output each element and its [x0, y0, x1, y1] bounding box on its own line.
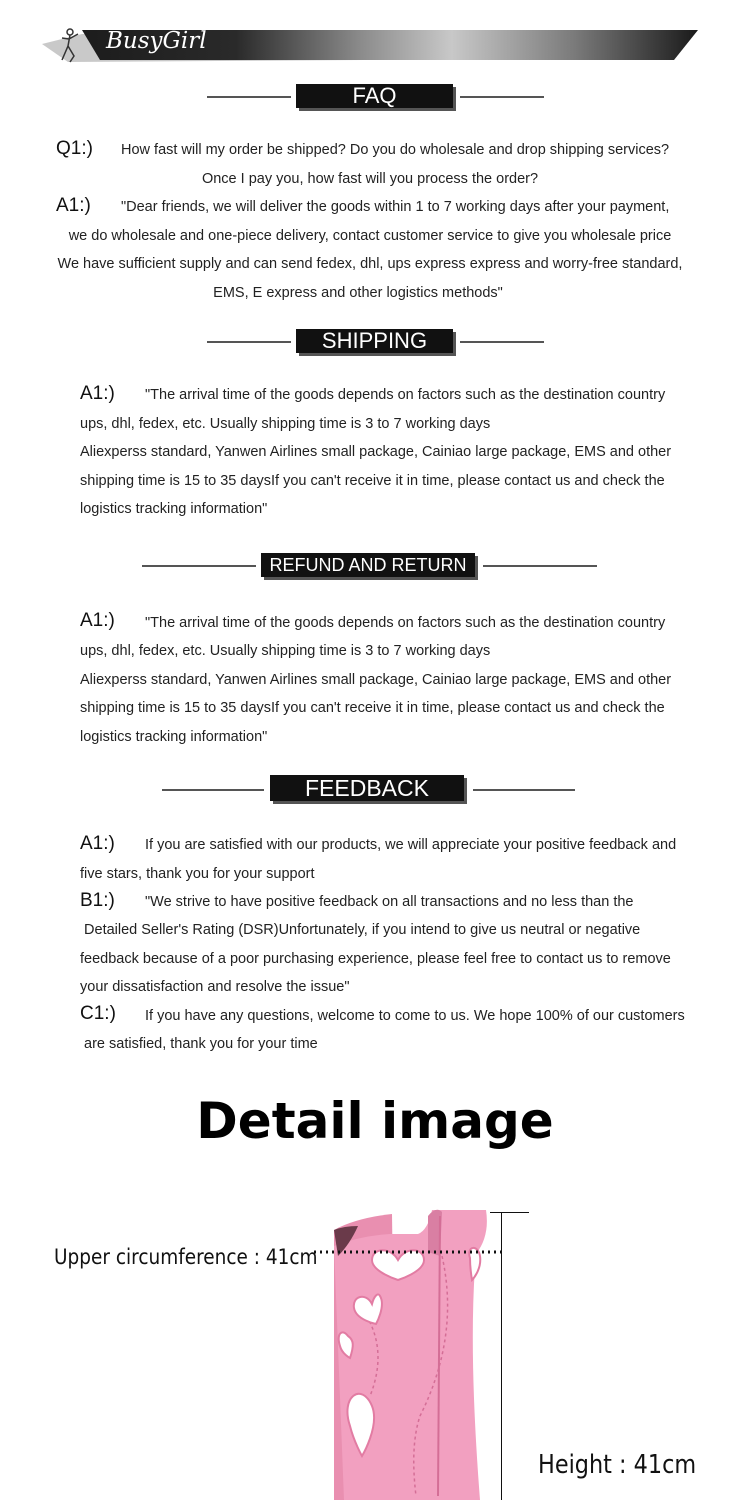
faq-answer-line: EMS, E express and other logistics methods" [213, 285, 503, 301]
faq-answer-label: A1:) [56, 195, 91, 216]
height-marker-line [501, 1212, 502, 1500]
refund-line: logistics tracking information" [80, 729, 268, 745]
feedback-b-line: your dissatisfaction and resolve the issue" [80, 979, 350, 995]
feedback-b-line: "We strive to have positive feedback on all transactions and no less than the [145, 894, 634, 910]
feedback-a-line: If you are satisfied with our products, we will appreciate your positive feedback and [145, 837, 677, 853]
divider-line [483, 565, 597, 567]
feedback-b-line: Detailed Seller's Rating (DSR)Unfortunately, if you intend to give us neutral or negative [80, 922, 641, 938]
divider-line [207, 96, 291, 98]
feedback-a-line: five stars, thank you for your support [80, 866, 315, 882]
faq-question-label: Q1:) [56, 138, 93, 159]
faq-answer-line: we do wholesale and one-piece delivery, contact customer service to give you wholesale price [68, 228, 672, 244]
faq-answer-line: We have sufficient supply and can send fedex, dhl, ups express express and worry-free standard, [57, 256, 683, 272]
shipping-line: shipping time is 15 to 35 daysIf you can't receive it in time, please contact us and check the [80, 473, 665, 489]
pink-boot-image [300, 1196, 550, 1500]
height-marker-top [490, 1212, 529, 1213]
feedback-heading: FEEDBACK [270, 775, 464, 801]
refund-answer-label: A1:) [80, 610, 115, 631]
divider-line [460, 341, 544, 343]
feedback-c-label: C1:) [80, 1003, 116, 1024]
refund-line: ups, dhl, fedex, etc. Usually shipping time is 3 to 7 working days [80, 643, 491, 659]
faq-question-line: How fast will my order be shipped? Do you do wholesale and drop shipping services? [121, 142, 670, 158]
faq-heading: FAQ [296, 84, 453, 108]
refund-line: Aliexperss standard, Yanwen Airlines small package, Cainiao large package, EMS and other [80, 672, 672, 688]
divider-line [207, 341, 291, 343]
refund-line: shipping time is 15 to 35 daysIf you can't receive it in time, please contact us and check the [80, 700, 665, 716]
divider-line [142, 565, 256, 567]
detail-title: Detail image [196, 1092, 554, 1150]
feedback-a-label: A1:) [80, 833, 115, 854]
refund-heading: REFUND AND RETURN [261, 553, 475, 577]
feedback-c-line: If you have any questions, welcome to come to us. We hope 100% of our customers [145, 1008, 685, 1024]
feedback-b-line: feedback because of a poor purchasing experience, please feel free to contact us to remove [80, 951, 671, 967]
shipping-line: "The arrival time of the goods depends on factors such as the destination country [145, 387, 666, 403]
shipping-line: ups, dhl, fedex, etc. Usually shipping time is 3 to 7 working days [80, 416, 491, 432]
height-label: Height : 41cm [538, 1450, 697, 1480]
shipping-line: Aliexperss standard, Yanwen Airlines small package, Cainiao large package, EMS and other [80, 444, 672, 460]
divider-line [162, 789, 264, 791]
faq-question-line: Once I pay you, how fast will you process the order? [201, 171, 539, 187]
feedback-b-label: B1:) [80, 890, 115, 911]
faq-answer-line: "Dear friends, we will deliver the goods within 1 to 7 working days after your payment, [121, 199, 670, 215]
shipping-answer-label: A1:) [80, 383, 115, 404]
brand-logo-text: BusyGirl [106, 28, 207, 54]
refund-line: "The arrival time of the goods depends on factors such as the destination country [145, 615, 666, 631]
feedback-c-line: are satisfied, thank you for your time [80, 1036, 318, 1052]
upper-circumference-label: Upper circumference : 41cm [54, 1245, 318, 1269]
shipping-line: logistics tracking information" [80, 501, 268, 517]
divider-line [460, 96, 544, 98]
shipping-heading: SHIPPING [296, 329, 453, 353]
divider-line [473, 789, 575, 791]
